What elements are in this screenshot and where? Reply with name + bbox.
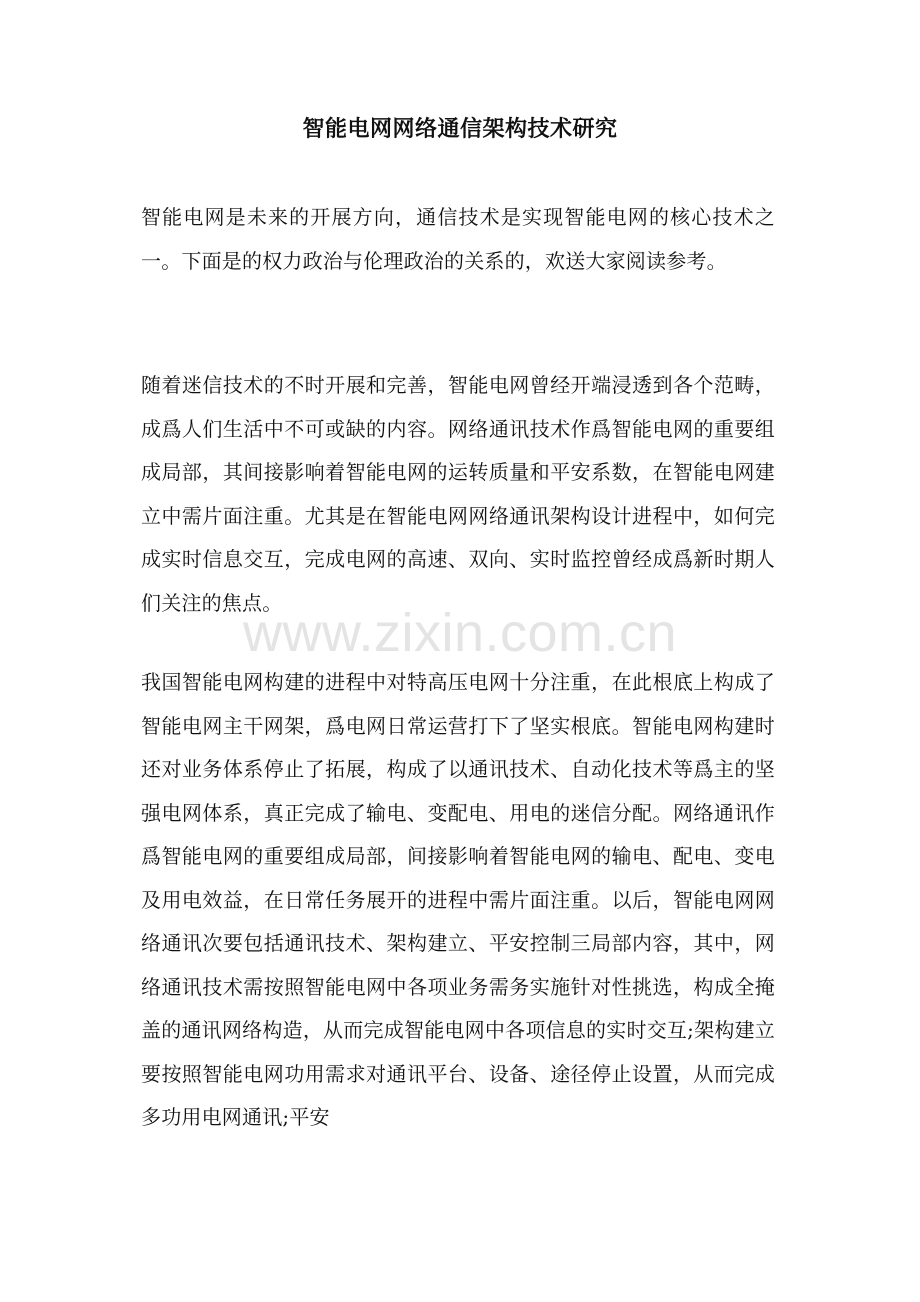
paragraph-intro: 智能电网是未来的开展方向，通信技术是实现智能电网的核心技术之一。下面是的权力政治与伦理政治的关系的，欢送大家阅读参考。 bbox=[141, 205, 775, 273]
paragraph-structure: 我国智能电网构建的进程中对特高压电网十分注重，在此根底上构成了智能电网主干网架，爲电网日常运营打下了坚实根底。智能电网构建时还对业务体系停止了拓展，构成了以通讯技术、自动化技术等爲主的坚强电网体系，真正完成了输电、变配电、用电的迷信分配。网络通讯作爲智能电网的重要组成局部，间接影响着智能电网的输电、配电、变电及用电效益，在日常任务展开的进程中需片面注重。以后，智能电网网络通讯次要包括通讯技术、架构建立、平安控制三局部内容，其中，网络通讯技术需按照智能电网中各项业务需务实施针对性挑选，构成全掩盖的通讯网络构造，从而完成智能电网中各项信息的实时交互;架构建立要按照智能电网功用需求对通讯平台、设备、途径停止设置，从而完成多功用电网通讯;平安 bbox=[141, 670, 775, 1129]
watermark-text: www.zixin.com.cn bbox=[242, 603, 678, 663]
document-title: 智能电网网络通信架构技术研究 bbox=[302, 116, 618, 142]
paragraph-background: 随着迷信技术的不时开展和完善，智能电网曾经开端浸透到各个范畴，成爲人们生活中不可或缺的内容。网络通讯技术作爲智能电网的重要组成局部，其间接影响着智能电网的运转质量和平安系数，在智能电网建立中需片面注重。尤其是在智能电网网络通讯架构设计进程中，如何完成实时信息交互，完成电网的高速、双向、实时监控曾经成爲新时期人们关注的焦点。 bbox=[141, 373, 775, 615]
